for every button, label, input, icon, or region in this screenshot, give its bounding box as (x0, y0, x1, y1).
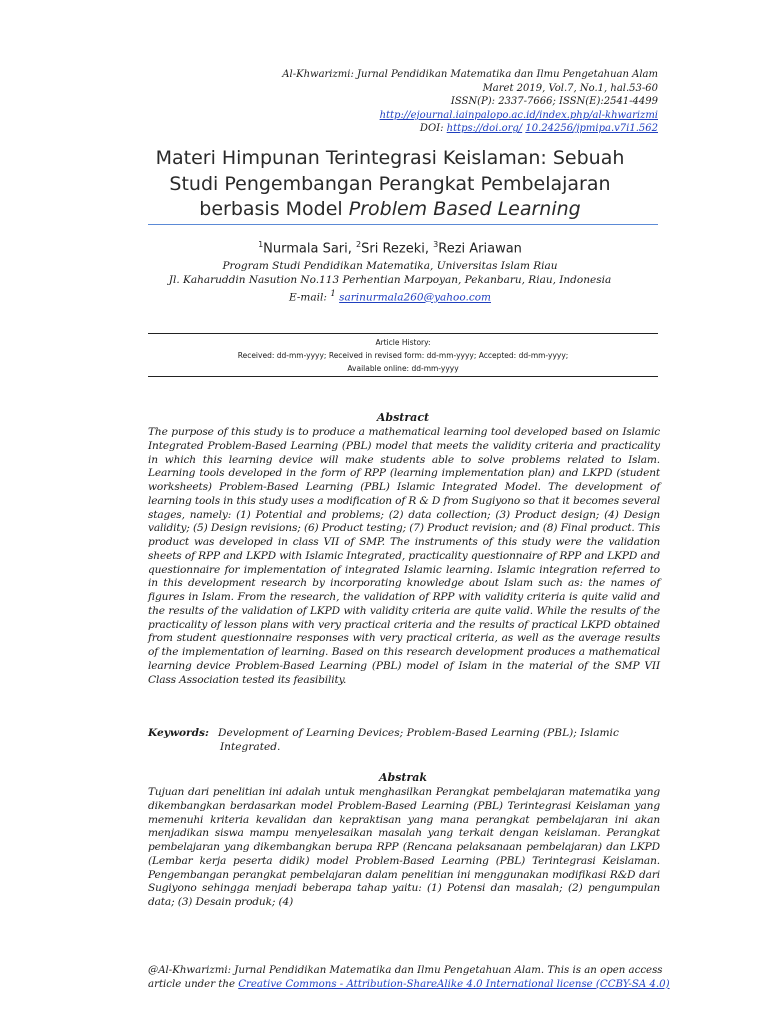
history-online: Available online: dd-mm-yyyy (347, 364, 459, 373)
history-heading: Article History: (375, 338, 431, 347)
license-link[interactable]: Creative Commons - Attribution-ShareAlike 4.0 International license (CCBY-SA 4.0) (238, 978, 670, 990)
journal-name: Al-Khwarizmi: Jurnal Pendidikan Matematika dan Ilmu Pengetahuan Alam (282, 69, 658, 80)
journal-issue: Maret 2019, Vol.7, No.1, hal.53-60 (482, 82, 658, 94)
affiliation-address: Jl. Kaharuddin Nasution No.113 Perhentian Marpoyan, Pekanbaru, Riau, Indonesia (168, 274, 612, 286)
doi-suffix-link[interactable]: 10.24256/jpmipa.v7i1.562 (525, 123, 658, 135)
title-line-1: Materi Himpunan Terintegrasi Keislaman: Sebuah (155, 147, 625, 169)
email-label: E-mail: (289, 291, 331, 304)
keywords-block (148, 726, 660, 754)
doi-label: DOI: (419, 123, 444, 135)
affiliation-program: Program Studi Pendidikan Matematika, Universitas Islam Riau (222, 260, 558, 272)
affiliation-block (130, 259, 650, 305)
history-dates: Received: dd-mm-yyyy; Received in revised form: dd-mm-yyyy; Accepted: dd-mm-yyyy; (237, 351, 569, 360)
journal-url-link[interactable]: http://ejournal.iainpalopo.ac.id/index.php/al-khwarizmi (379, 109, 658, 121)
title-line-3-italic: Problem Based Learning (348, 198, 581, 220)
paper-title (140, 146, 640, 223)
author-1-marker: 1 (258, 240, 264, 249)
footer-line-2: article under the (148, 978, 239, 990)
journal-issn: ISSN(P): 2337-7666; ISSN(E):2541-4499 (450, 96, 658, 108)
journal-header (282, 68, 658, 136)
footer-line-1: @Al-Khwarizmi: Jurnal Pendidikan Matematika dan Ilmu Pengetahuan Alam. This is an open access (148, 965, 663, 976)
license-footer (148, 964, 670, 991)
author-1-name: Nurmala Sari, (263, 241, 357, 257)
author-2-name: Sri Rezeki, (361, 241, 434, 257)
abstract-heading: Abstract (376, 411, 430, 424)
abstrak-body: Tujuan dari penelitian ini adalah untuk menghasilkan Perangkat pembelajaran matematika yang dikembangkan berdasarkan model Problem-Based Learning (PBL) Terintegrasi Keislaman yang memenuhi kriteria kevalidan dan kepraktisan yang mana perangkat pembelajaran ini akan menjadikan siswa mampu menyelesaikan masalah yang terkait dengan keislaman. Perangkat pembelajaran yang dikembangkan berupa RPP (Rencana pelaksanaan pembelajaran) dan LKPD (Lembar kerja peserta didik) model Problem-Based Learning (PBL) Terintegrasi Keislaman. Pengembangan perangkat pembelajaran dalam penelitian ini menggunakan modifikasi R&D dari Sugiyono sehingga menjadi beberapa tahap yaitu: (1) Potensi dan masalah; (2) pengumpulan data; (3) Desain produk; (4) (148, 786, 660, 908)
abstrak-heading: Abstrak (378, 771, 428, 784)
abstract-body: The purpose of this study is to produce a mathematical learning tool developed based on Islamic Integrated Problem-Based Learning (PBL) model that meets the validity criteria and practicality in which this learning device will make students able to solve problems related to Islam. Learning tools developed in the form of RPP (learning implementation plan) and LKPD (student worksheets) Problem-Based Learning (PBL) Islamic Integrated Model. The development of learning tools in this study uses a modification of R & D from Sugiyono so that it becomes several stages, namely: (1) Potential and problems; (2) data collection; (3) Product design; (4) Design validity; (5) Design revisions; (6) Product testing; (7) Product revision; and (8) Final product. This product was developed in class VII of SMP. The instruments of this study were the validation sheets of RPP and LKPD with Islamic Integrated, practicality questionnaire of RPP and LKPD and questionnaire for implementation of integrated Islamic learning. Islamic integration referred to in this development research by incorporating knowledge about Islam such as: the names of figures in Islam. From the research, the validation of RPP with validity criteria is quite valid and the results of the validation of LKPD with validity criteria are quite valid. While the results of the practicality of lesson plans with very practical criteria and the results of practical LKPD obtained from student questionnaire responses with very practical criteria, as well as the average results of the implementation of learning. Based on this research development produces a mathematical learning device Problem-Based Learning (PBL) model of Islam in the material of the SMP VII Class Association tested its feasibility. (148, 426, 660, 686)
author-3-marker: 3 (433, 240, 439, 249)
article-history (148, 333, 658, 377)
author-2-marker: 2 (356, 240, 362, 249)
title-line-2: Studi Pengembangan Perangkat Pembelajaran (169, 172, 611, 195)
title-line-3: berbasis Model (199, 198, 349, 220)
author-list (140, 240, 640, 256)
doi-prefix-link[interactable]: https://doi.org/ (446, 123, 523, 135)
email-link[interactable]: sarinurmala260@yahoo.com (339, 291, 491, 304)
keywords-label: Keywords: (148, 727, 209, 739)
title-divider (148, 224, 658, 225)
keywords-line-1: Development of Learning Devices; Problem-Based Learning (PBL); Islamic (218, 727, 619, 739)
keywords-line-2: Integrated. (220, 741, 281, 753)
email-marker: 1 (330, 289, 336, 299)
author-3-name: Rezi Ariawan (438, 241, 522, 257)
